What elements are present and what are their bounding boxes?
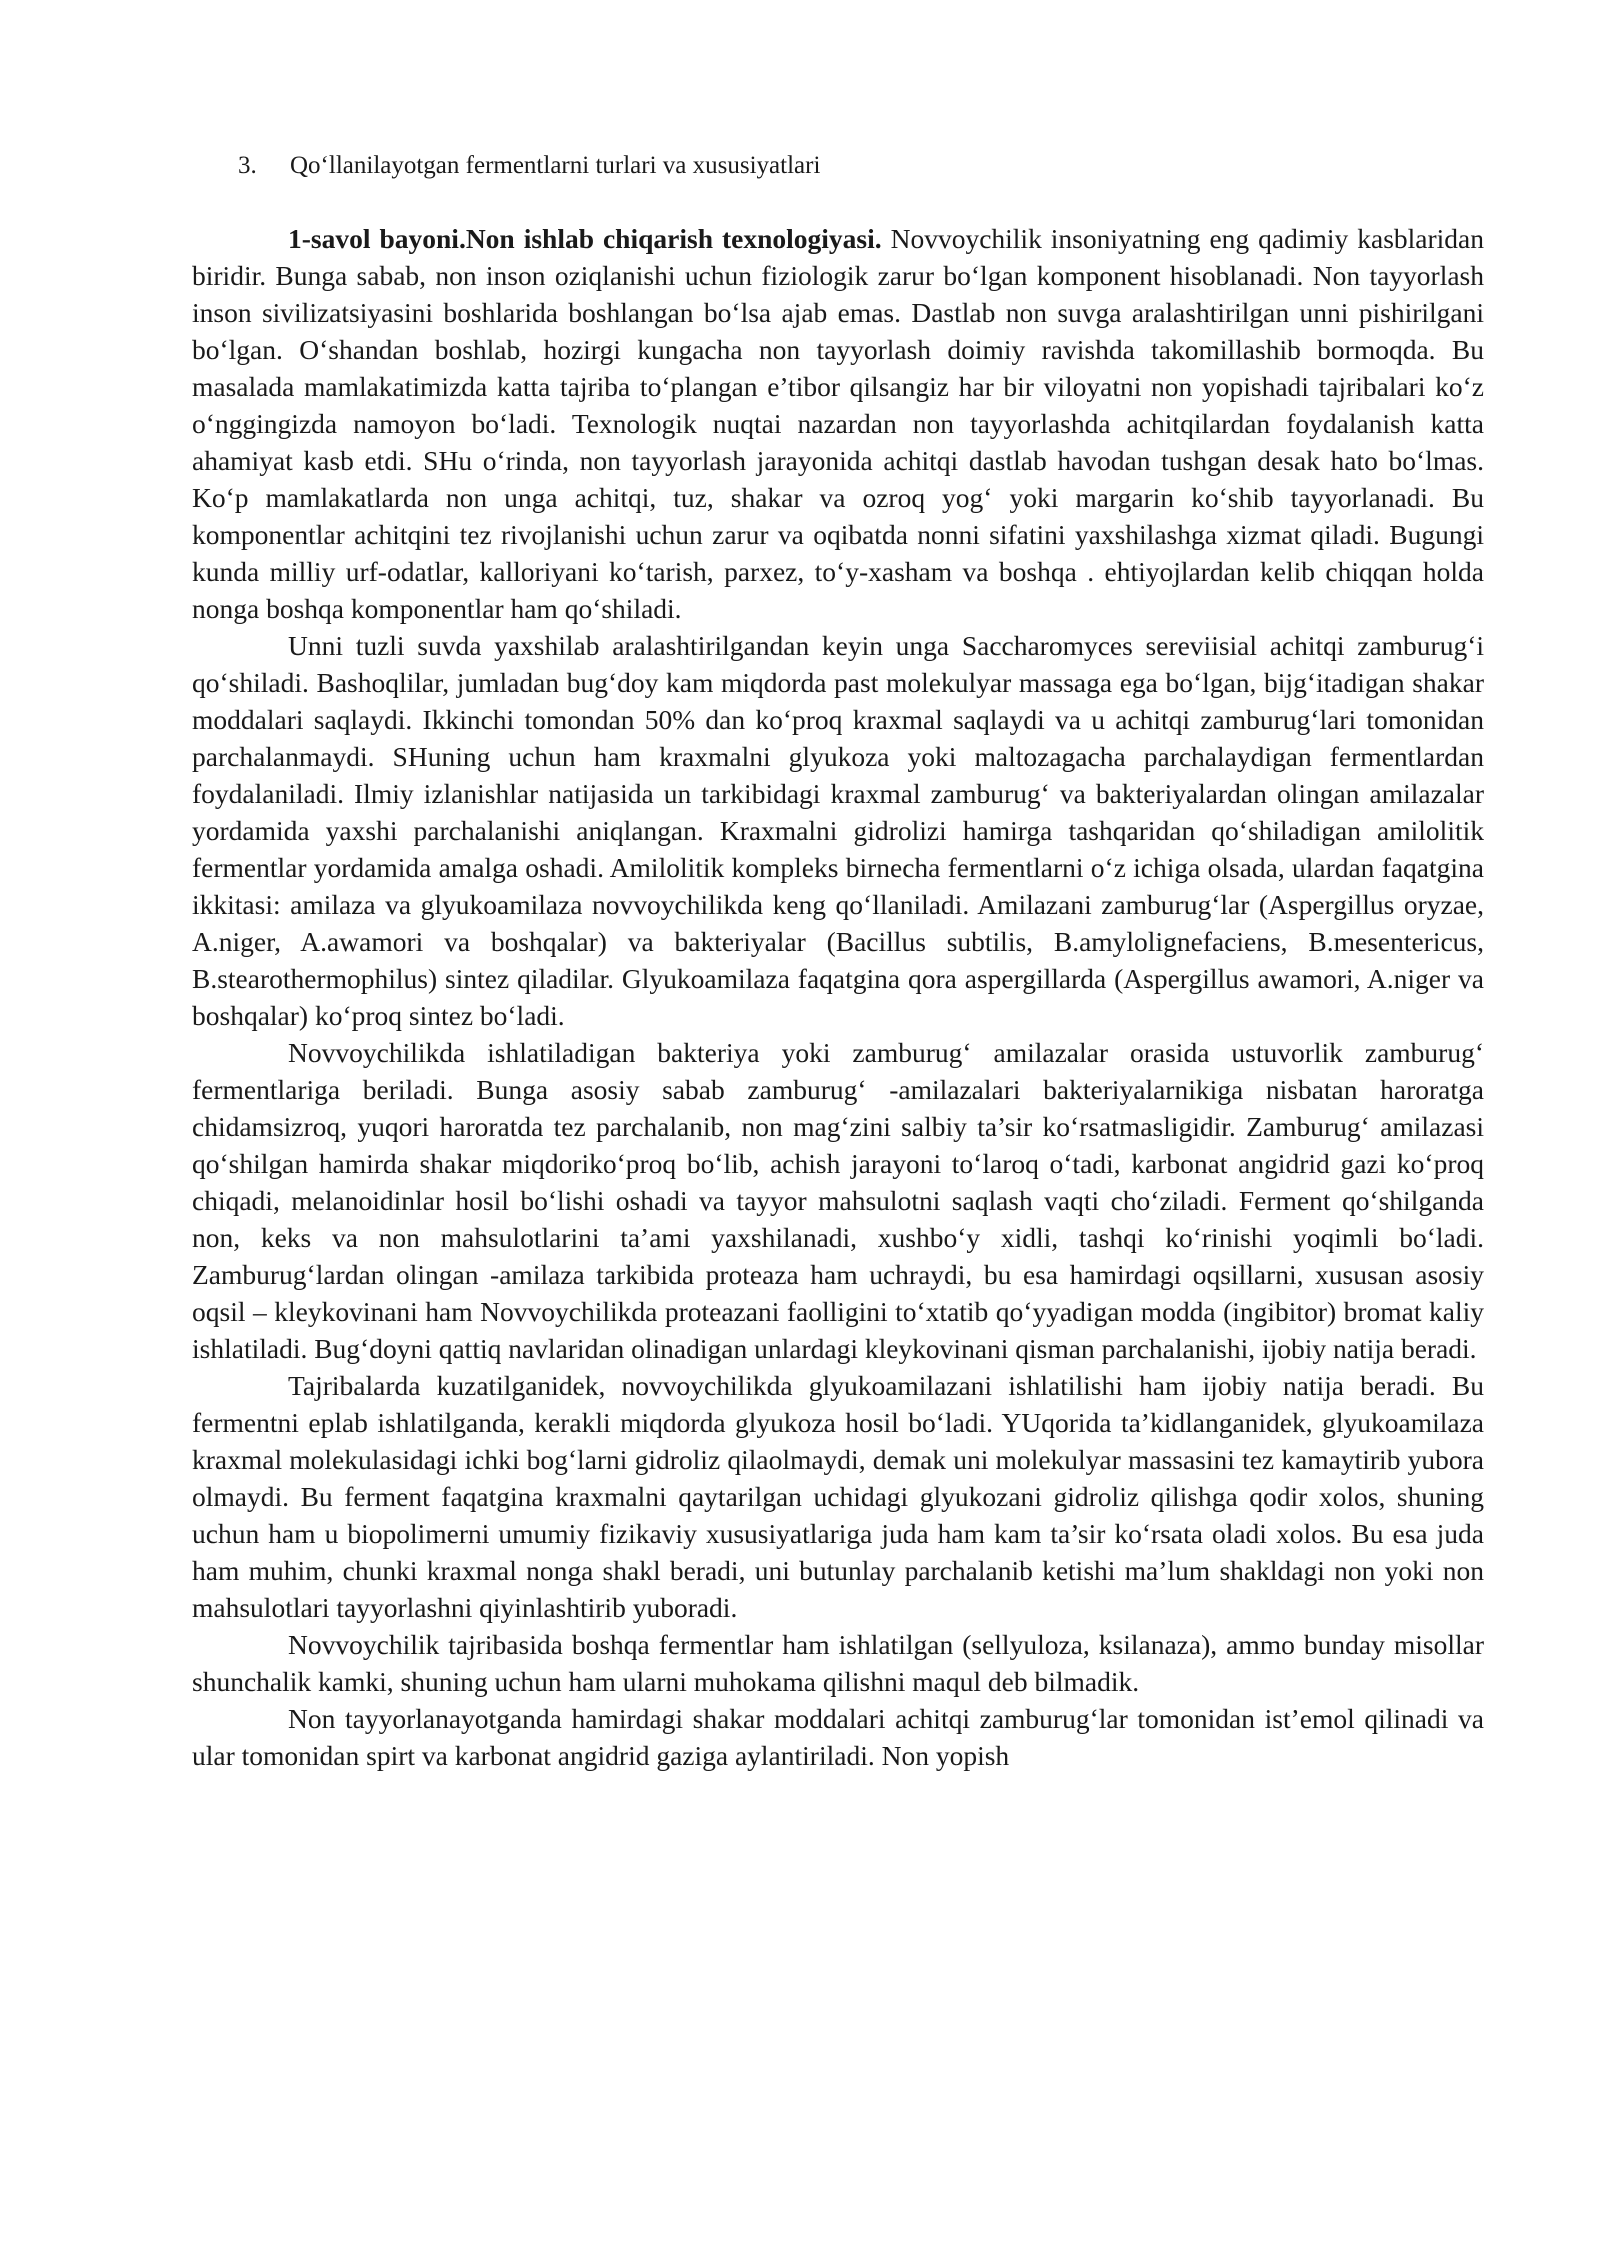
question-heading: 1-savol bayoni.Non ishlab chiqarish texnologiyasi. (288, 223, 882, 254)
section-number: 3. (238, 152, 257, 179)
paragraph-text: Tajribalarda kuzatilganidek, novvoychilikda glyukoamilazani ishlatilishi ham ijobiy natija beradi. Bu fermentni eplab ishlatilganda, kerakli miqdorda glyukoza hosil bo‘ladi. YUqorida ta’kidlanganidek, glyukoamilaza kraxmal molekulasidagi ichki bog‘larni gidroliz qilaolmaydi, demak uni molekulyar massasini tez kamaytirib yubora olmaydi. Bu ferment faqatgina kraxmalni qaytarilgan uchidagi glyukozani gidroliz qilishga qodir xolos, shuning uchun ham u biopolimerni umumiy fizikaviy xususiyatlariga juda ham kam ta’sir ko‘rsata oladi xolos. Bu esa juda ham muhim, chunki kraxmal nonga shakl beradi, uni butunlay parchalanib ketishi ma’lum shakldagi non yoki non mahsulotlari tayyorlashni qiyinlashtirib yuboradi. (192, 1370, 1484, 1623)
paragraph-text: Novvoychilik insoniyatning eng qadimiy kasblaridan biridir. Bunga sabab, non inson oziqlanishi uchun fiziologik zarur bo‘lgan komponent hisoblanadi. Non tayyorlash inson sivilizatsiyasini boshlarida boshlangan bo‘lsa ajab emas. Dastlab non suvga aralashtirilgan unni pishirilgani bo‘lgan. O‘shandan boshlab, hozirgi kungacha non tayyorlash doimiy ravishda takomillashib bormoqda. Bu masalada mamlakatimizda katta tajriba to‘plangan e’tibor qilsangiz har bir viloyatni non yopishadi tajribalari ko‘z o‘nggingizda namoyon bo‘ladi. Texnologik nuqtai nazardan non tayyorlashda achitqilardan foydalanish katta ahamiyat kasb etdi. SHu o‘rinda, non tayyorlash jarayonida achitqi dastlab havodan tushgan desak hato bo‘lmas. Ko‘p mamlakatlarda non unga achitqi, tuz, shakar va ozroq yog‘ yoki margarin ko‘shib tayyorlanadi. Bu komponentlar achitqini tez rivojlanishi uchun zarur va oqibatda nonni sifatini yaxshilashga xizmat qiladi. Bugungi kunda milliy urf-odatlar, kalloriyani ko‘tarish, parxez, to‘y-xasham va boshqa . ehtiyojlardan kelib chiqqan holda nonga boshqa komponentlar ham qo‘shiladi. (192, 223, 1484, 624)
paragraph-text: Non tayyorlanayotganda hamirdagi shakar moddalari achitqi zamburug‘lar tomonidan ist’emol qilinadi va ular tomonidan spirt va karbonat angidrid gaziga aylantiriladi. Non yopish (192, 1703, 1484, 1771)
paragraph-6 (192, 1700, 1484, 1774)
paragraph-1 (192, 220, 1484, 627)
paragraph-3 (192, 1034, 1484, 1367)
paragraph-text: Unni tuzli suvda yaxshilab aralashtirilgandan keyin unga Saccharomyces sereviisial achitqi zamburug‘i qo‘shiladi. Bashoqlilar, jumladan bug‘doy kam miqdorda past molekulyar massaga ega bo‘lgan, bijg‘itadigan shakar moddalari saqlaydi. Ikkinchi tomondan 50% dan ko‘proq kraxmal saqlaydi va u achitqi zamburug‘lari tomonidan parchalanmaydi. SHuning uchun ham kraxmalni glyukoza yoki maltozagacha parchalaydigan fermentlardan foydalaniladi. Ilmiy izlanishlar natijasida un tarkibidagi kraxmal zamburug‘ va bakteriyalardan olingan amilazalar yordamida yaxshi parchalanishi aniqlangan. Kraxmalni gidrolizi hamirga tashqaridan qo‘shiladigan amilolitik fermentlar yordamida amalga oshadi. Amilolitik kompleks birnecha fermentlarni o‘z ichiga olsada, ulardan faqatgina ikkitasi: amilaza va glyukoamilaza novvoychilikda keng qo‘llaniladi. Amilazani zamburug‘lar (Aspergillus oryzae, A.niger, A.awamori va boshqalar) va bakteriyalar (Bacillus subtilis, B.amylolignefaciens, B.mesentericus, B.stearothermophilus) sintez qiladilar. Glyukoamilaza faqatgina qora aspergillarda (Aspergillus awamori, A.niger va boshqalar) ko‘proq sintez bo‘ladi. (192, 630, 1484, 1031)
paragraph-2 (192, 627, 1484, 1034)
paragraph-text: Novvoychilik tajribasida boshqa fermentlar ham ishlatilgan (sellyuloza, ksilanaza), ammo bunday misollar shunchalik kamki, shuning uchun ham ularni muhokama qilishni maqul deb bilmadik. (192, 1629, 1484, 1697)
paragraph-text: Novvoychilikda ishlatiladigan bakteriya yoki zamburug‘ amilazalar orasida ustuvorlik zamburug‘ fermentlariga beriladi. Bunga asosiy sabab zamburug‘ -amilazalari bakteriyalarnikiga nisbatan haroratga chidamsizroq, yuqori haroratda tez parchalanib, non mag‘zini salbiy ta’sir ko‘rsatmasligidir. Zamburug‘ amilazasi qo‘shilgan hamirda shakar miqdoriko‘proq bo‘lib, achish jarayoni to‘laroq o‘tadi, karbonat angidrid gazi ko‘proq chiqadi, melanoidinlar hosil bo‘lishi oshadi va tayyor mahsulotni saqlash vaqti cho‘ziladi. Ferment qo‘shilganda non, keks va non mahsulotlarini ta’ami yaxshilanadi, xushbo‘y xidli, tashqi ko‘rinishi yoqimli bo‘ladi. Zamburug‘lardan olingan -amilaza tarkibida proteaza ham uchraydi, bu esa hamirdagi oqsillarni, xususan asosiy oqsil – kleykovinani ham Novvoychilikda proteazani faolligini to‘xtatib qo‘yyadigan modda (ingibitor) bromat kaliy ishlatiladi. Bug‘doyni qattiq navlaridan olinadigan unlardagi kleykovinani qisman parchalanishi, ijobiy natija beradi. (192, 1037, 1484, 1364)
section-heading (238, 148, 820, 184)
section-title: Qo‘llanilayotgan fermentlarni turlari va xususiyatlari (290, 152, 821, 179)
paragraph-4 (192, 1367, 1484, 1626)
paragraph-5 (192, 1626, 1484, 1700)
document-body (192, 220, 1484, 1774)
